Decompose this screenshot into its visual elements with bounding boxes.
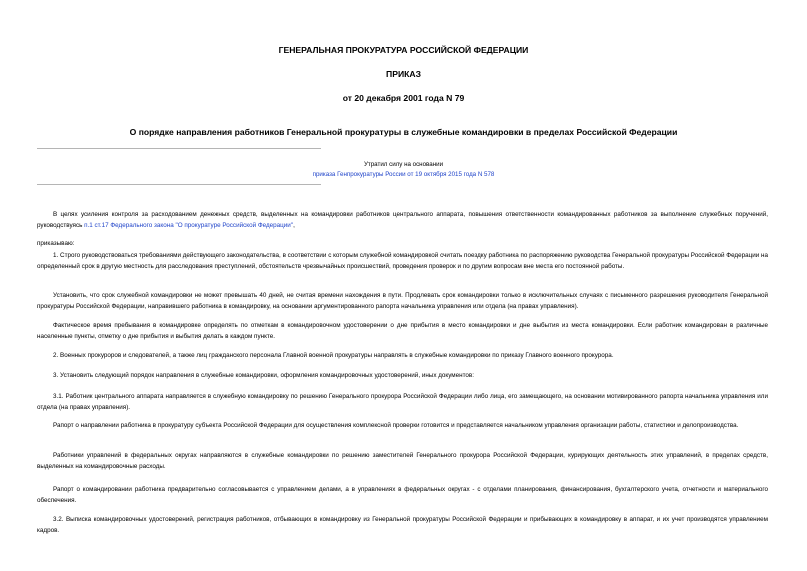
paragraph-inspection-report: Рапорт о направлении работника в прокуратуру субъекта Российской Федерации для осуществления комплексной проверки готовится и представляется начальником управления организации работы, статистики и делопроизводства. — [53, 422, 739, 429]
paragraph-item-2: 2. Военных прокуроров и следователей, а также лиц гражданского персонала Главной военной прокуратуры направлять в служебные командировки по приказу Главного военного прокурора. — [53, 352, 614, 359]
paragraph-term: Установить, что срок служебной командировки не может превышать 40 дней, не считая времени нахождения в пути. Продлевать срок командировки только в исключительных случаях с письменного разрешения руководителя Генеральной прокуратуры Российской Федерации, направившего работника в командировку, на основании аргументированного рапорта начальника управления или отдела (на правах управления). — [37, 292, 768, 310]
federal-law-link[interactable]: п.1 ст.17 Федерального закона "О прокуратуре Российской Федерации" — [84, 221, 294, 229]
paragraph-federal-districts: Работники управлений в федеральных округах направляются в служебные командировки по решению заместителей Генерального прокурора Российской Федерации, курирующих деятельность этих управлений, в пределах средств, выделенных на командировочные расходы. — [37, 452, 768, 470]
paragraph-actual-time: Фактическое время пребывания в командировке определять по отметкам в командировочном удостоверении о дне прибытия в место командировки и дне выбытия из места командировки. Если работник командирован в различные населенные пункты, отметку о дне прибытия и выбытия делать в каждом пункте. — [37, 322, 768, 340]
document-date: от 20 декабря 2001 года N 79 — [342, 93, 465, 103]
status-note-link-line — [240, 170, 567, 179]
paragraph-item-3-1: 3.1. Работник центрального аппарата направляется в служебную командировку по решению Генерального прокурора Российской Федерации либо лица, его замещающего, на основании мотивированного рапорта начальника управления или отдела (на правах управления). — [37, 393, 768, 411]
organization-title: ГЕНЕРАЛЬНАЯ ПРОКУРАТУРА РОССИЙСКОЙ ФЕДЕРАЦИИ — [278, 45, 529, 55]
document-title: О порядке направления работников Генеральной прокуратуры в служебные командировки в пределах Российской Федерации — [129, 127, 678, 137]
paragraph-item-3: 3. Установить следующий порядок направления в служебные командировки, оформления командировочных удостоверений, иных документов: — [53, 372, 475, 379]
status-note: Утратил силу на основании — [363, 161, 444, 168]
order-word: приказываю: — [37, 240, 75, 247]
paragraph-item-3-2: 3.2. Выписка командировочных удостоверений, регистрация работников, отбывающих в командировку из Генеральной прокуратуры Российской Федерации и прибывающих в командировку в аппарат, и их учет производятся управлением кадров. — [37, 516, 768, 534]
paragraph-item-1: 1. Строго руководствоваться требованиями действующего законодательства, в соответствии с которым служебной командировкой считать поездку работника по распоряжению руководства Генеральной прокуратуры Российской Федерации на определенный срок в другую местность для расследования преступлений, обстоятельств чрезвычайных происшествий, проведения проверок и по другим вопросам вне места его постоянной работы. — [37, 252, 768, 270]
status-divider-bottom — [37, 184, 321, 185]
preamble-paragraph — [37, 210, 768, 231]
status-divider-top — [37, 148, 321, 149]
repeal-order-link[interactable]: приказа Генпрокуратуры России от 19 октября 2015 года N 578 — [312, 171, 495, 178]
document-type: ПРИКАЗ — [386, 69, 421, 79]
paragraph-report-approval: Рапорт о командировании работника предварительно согласовывается с управлением делами, а в управлениях в федеральных округах - с отделами планирования, финансирования, бухгалтерского учета, отчетности и материального обеспечения. — [37, 486, 768, 504]
preamble-text: В целях усиления контроля за расходованием денежных средств, выделенных на командировки работников центрального аппарата, повышения ответственности командированных работников за выполнение служебных поручений, руководствуясь — [37, 211, 768, 229]
preamble-text-end: , — [293, 221, 295, 229]
